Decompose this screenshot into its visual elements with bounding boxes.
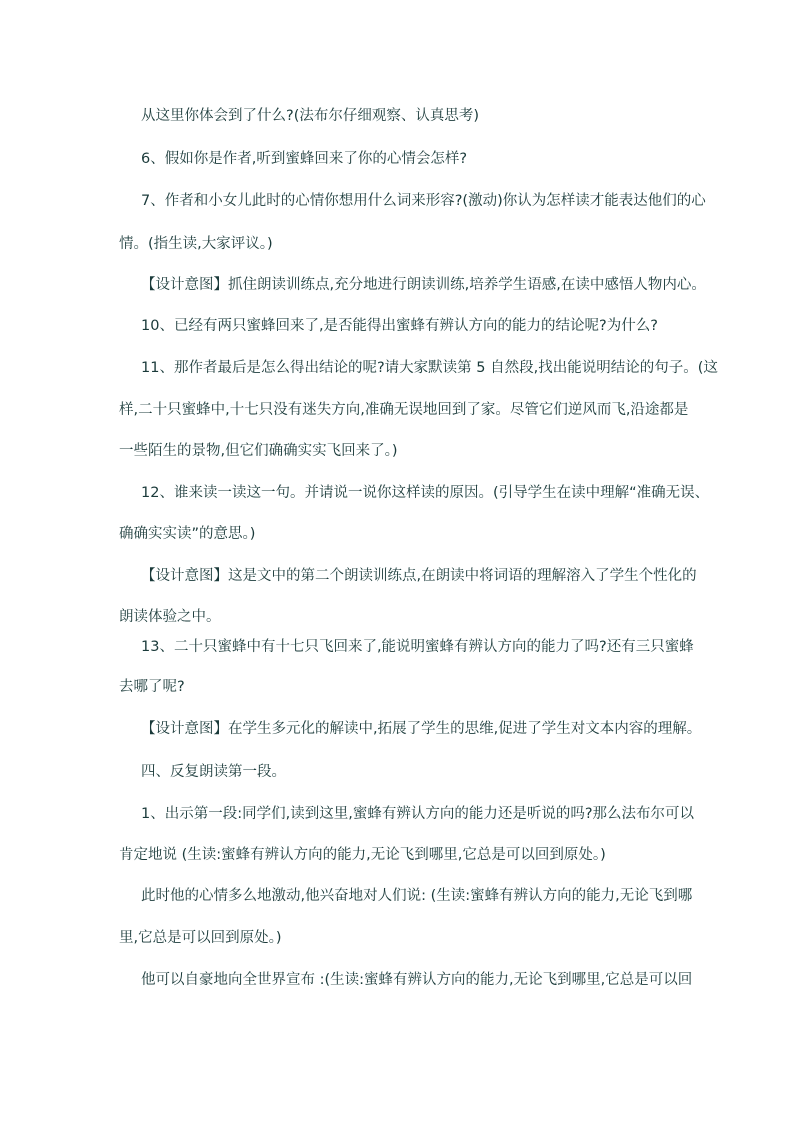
text-line-question-10: 10、已经有两只蜜蜂回来了,是否能得出蜜蜂有辨认方向的能力的结论呢?为什么?	[141, 318, 658, 334]
text-line-question-6: 6、假如你是作者,听到蜜蜂回来了你的心情会怎样?	[141, 151, 468, 167]
text-line-question-13-cont: 去哪了呢?	[119, 679, 185, 695]
text-line-question-experience: 从这里你体会到了什么?(法布尔仔细观察、认真思考)	[141, 108, 480, 124]
text-line-design-intent-2-cont: 朗读体验之中。	[119, 609, 221, 625]
text-line-design-intent-3: 【设计意图】在学生多元化的解读中,拓展了学生的思维,促进了学生对文本内容的理解。	[141, 721, 702, 737]
text-line-question-11-cont-2: 一些陌生的景物,但它们确确实实飞回来了。)	[119, 443, 398, 459]
text-line-proclaim: 他可以自豪地向全世界宣布 :(生读:蜜蜂有辨认方向的能力,无论飞到哪里,它总是可以回	[141, 972, 693, 988]
text-line-question-11-cont-1: 样,二十只蜜蜂中,十七只没有迷失方向,准确无误地回到了家。尽管它们逆风而飞,沿途都是	[119, 402, 689, 418]
text-line-section-4-heading: 四、反复朗读第一段。	[141, 764, 286, 780]
text-line-design-intent-1: 【设计意图】抓住朗读训练点,充分地进行朗读训练,培养学生语感,在读中感悟人物内心。	[141, 277, 706, 293]
text-line-step-1-cont: 肯定地说 (生读:蜜蜂有辨认方向的能力,无论飞到哪里,它总是可以回到原处。)	[119, 847, 606, 863]
text-line-step-1: 1、出示第一段:同学们,读到这里,蜜蜂有辨认方向的能力还是听说的吗?那么法布尔可以	[141, 806, 695, 822]
text-line-excited-cont: 里,它总是可以回到原处。)	[119, 930, 282, 946]
text-line-question-11: 11、那作者最后是怎么得出结论的呢?请大家默读第 5 自然段,找出能说明结论的句子。(这	[141, 360, 718, 376]
text-line-question-12: 12、谁来读一读这一句。并请说一说你这样读的原因。(引导学生在读中理解“准确无误、	[141, 485, 710, 501]
text-line-design-intent-2: 【设计意图】这是文中的第二个朗读训练点,在朗读中将词语的理解溶入了学生个性化的	[141, 568, 697, 584]
text-line-question-7-cont: 情。(指生读,大家评议。)	[119, 236, 273, 252]
text-line-question-12-cont: 确确实实读”的意思。)	[119, 526, 256, 542]
text-line-question-13: 13、二十只蜜蜂中有十七只飞回来了,能说明蜜蜂有辨认方向的能力了吗?还有三只蜜蜂	[141, 639, 694, 655]
text-line-question-7: 7、作者和小女儿此时的心情你想用什么词来形容?(激动)你认为怎样读才能表达他们的心	[141, 193, 706, 209]
text-line-excited: 此时他的心情多么地激动,他兴奋地对人们说: (生读:蜜蜂有辨认方向的能力,无论飞到哪	[141, 888, 693, 904]
